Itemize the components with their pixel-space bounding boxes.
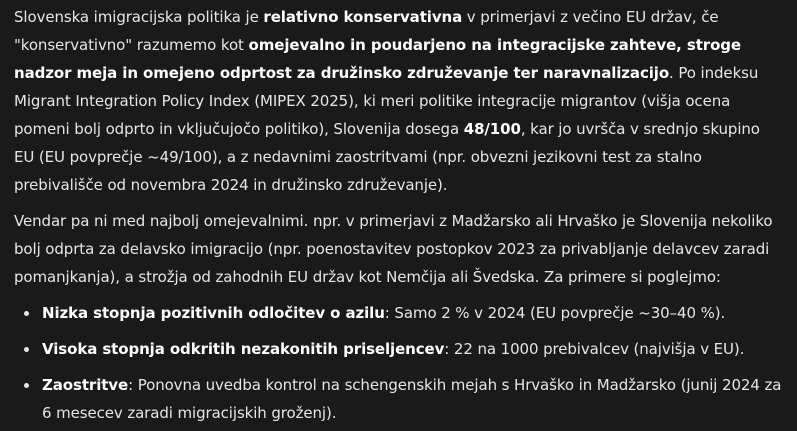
paragraph-text: v primerjavi z večino EU držav, če "konservativno" razumemo kot [14, 8, 719, 54]
bold-text: omejevalno in poudarjeno na integracijske zahteve, stroge nadzor meja in omejeno odprtost za družinsko združevanje ter naravnalizacijo [14, 36, 742, 82]
bullet-icon [24, 311, 29, 316]
paragraph-comparison [14, 207, 783, 291]
paragraph-text: . Po indeksu Migrant Integration Policy Index (MIPEX 2025), ki meri politike integracije migrantov (višja ocena pomeni bolj odprto in vključujočo politiko), Slovenija dosega [14, 64, 759, 138]
bullet-icon [24, 383, 29, 388]
list-item-text: : 22 na 1000 prebivalcev (najvišja v EU). [444, 340, 745, 358]
list-item [14, 371, 783, 427]
bold-text: relativno konservativna [263, 8, 463, 26]
paragraph-text: , kar jo uvršča v srednjo skupino EU (EU povprečje ~49/100), a z nedavnimi zaostritvami (npr. obvezni jezikovni test za stalno prebivališče od novembra 2024 in družinsko združevanje). [14, 120, 760, 194]
paragraph-intro [14, 3, 783, 199]
list-item [14, 299, 783, 327]
list-item-title: Zaostritve [42, 376, 129, 394]
bullet-icon [24, 347, 29, 352]
list-item-title: Visoka stopnja odkritih nezakonitih priseljencev [42, 340, 445, 358]
mipex-score: 48/100 [463, 120, 521, 138]
list-item-text: : Ponovna uvedba kontrol na schengenskih mejah s Hrvaško in Madžarsko (junij 2024 za 6 mesecev zaradi migracijskih groženj). [42, 376, 782, 422]
bullet-list [14, 299, 783, 427]
paragraph-text: Vendar pa ni med najbolj omejevalnimi. npr. v primerjavi z Madžarsko ali Hrvaško je Slovenija nekoliko bolj odprta za delavsko imigracijo (npr. poenostavitev postopkov 2023 za privabljanje delavcev zaradi pomanjkanja), a strožja od zahodnih EU držav kot Nemčija ali Švedska. Za primere si poglejmo: [14, 212, 773, 286]
paragraph-text: Slovenska imigracijska politika je [14, 8, 264, 26]
list-item [14, 335, 783, 363]
list-item-text: : Samo 2 % v 2024 (EU povprečje ~30–40 %). [384, 304, 726, 322]
list-item-title: Nizka stopnja pozitivnih odločitev o azilu [42, 304, 385, 322]
